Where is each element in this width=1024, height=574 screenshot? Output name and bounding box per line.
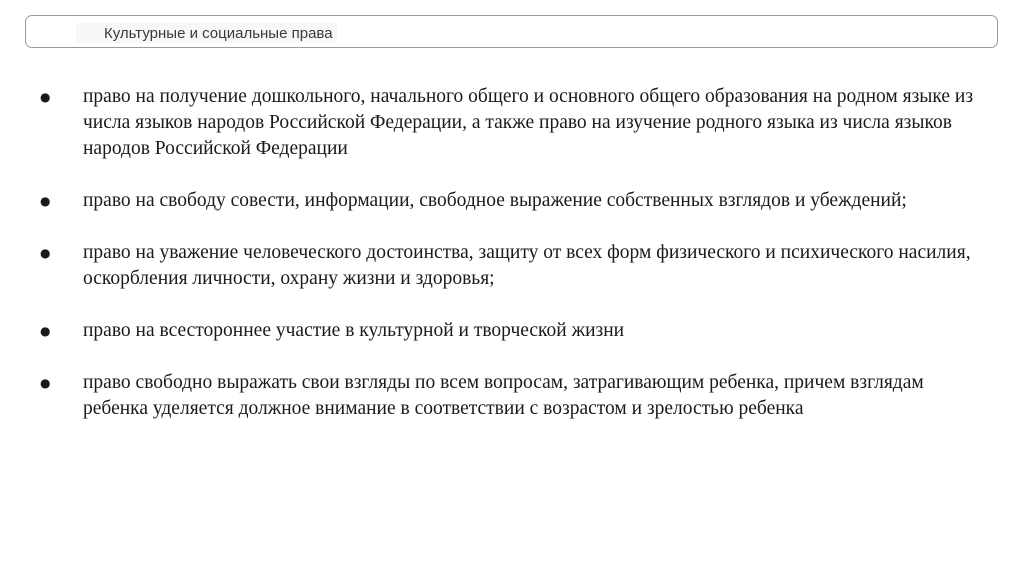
list-item-text: право на всестороннее участие в культурной и творческой жизни [83, 320, 625, 341]
bullet-icon: ● [40, 324, 51, 338]
list-item [40, 318, 990, 344]
title-bar [25, 15, 998, 48]
list-item-text: право на получение дошкольного, начального общего и основного общего образования на родном языке из числа языков народов Российской Федерации, а также право на изучение родного языка из числа языков народов Российской Федерации [83, 86, 974, 159]
list-item [40, 84, 990, 162]
list-item-text: право свободно выражать свои взгляды по всем вопросам, затрагивающим ребенка, причем взглядам ребенка уделяется должное внимание в соответствии с возрастом и зрелостью ребенка [83, 372, 924, 419]
rights-list [40, 84, 990, 422]
bullet-icon: ● [40, 376, 51, 390]
list-item-text: право на свободу совести, информации, свободное выражение собственных взглядов и убеждений; [83, 190, 907, 211]
page-title: Культурные и социальные права [76, 23, 337, 43]
bullet-icon: ● [40, 194, 51, 208]
bullet-icon: ● [40, 90, 51, 104]
bullet-icon: ● [40, 246, 51, 260]
list-item [40, 240, 990, 292]
list-item [40, 188, 990, 214]
list-item-text: право на уважение человеческого достоинства, защиту от всех форм физического и психического насилия, оскорбления личности, охрану жизни и здоровья; [83, 242, 971, 289]
list-item [40, 370, 990, 422]
